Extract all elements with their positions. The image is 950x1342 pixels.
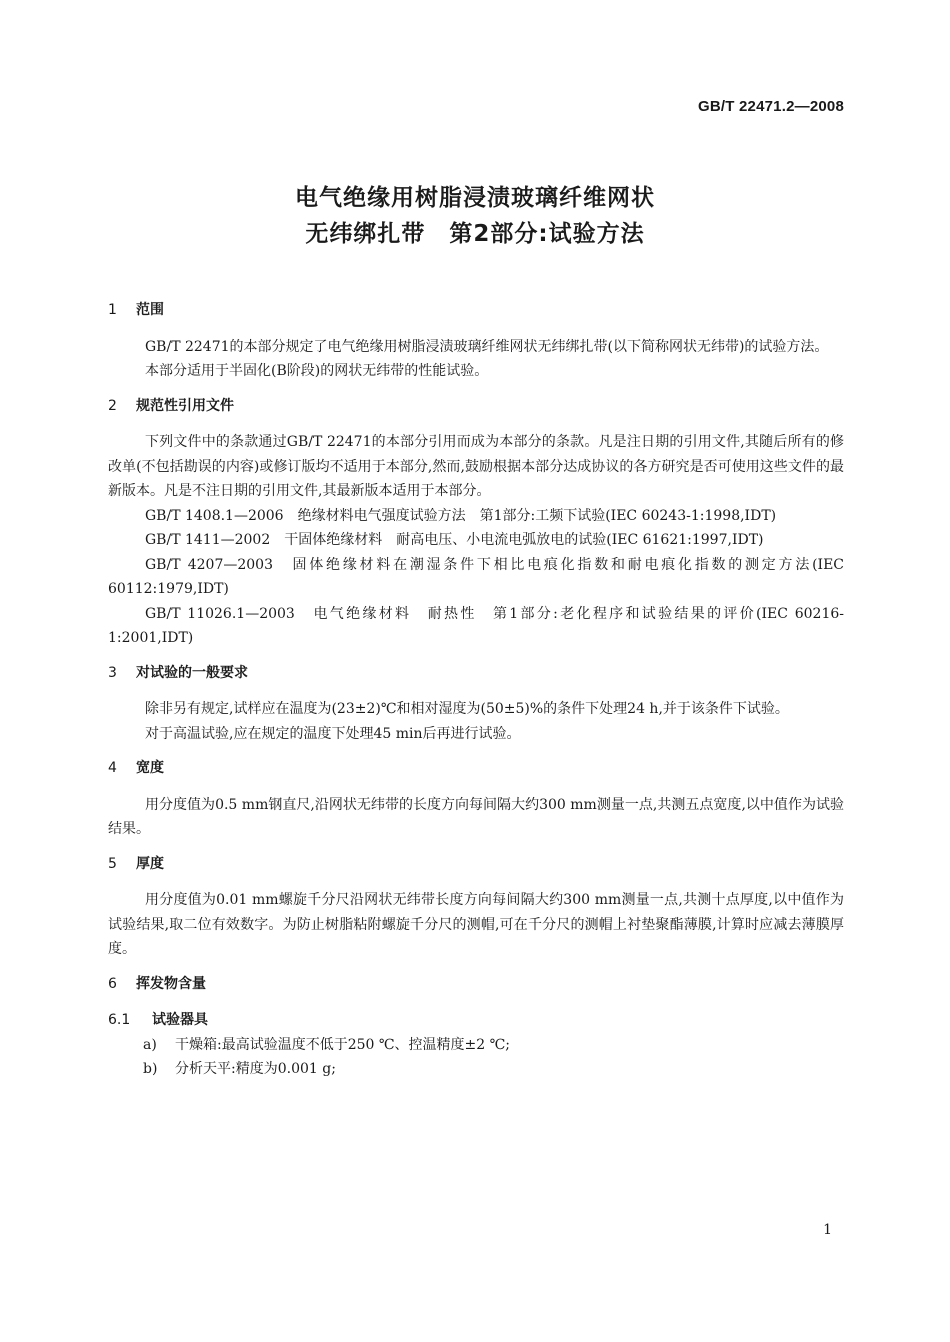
section-title: 规范性引用文件 [136, 397, 234, 414]
section-number: 6 [108, 975, 117, 992]
subsection-title: 试验器具 [152, 1012, 208, 1028]
document-body [108, 298, 844, 1082]
section-title: 挥发物含量 [136, 975, 206, 992]
subsection-number: 6.1 [108, 1012, 131, 1028]
section-number: 4 [108, 760, 117, 776]
document-title [0, 180, 950, 252]
subsection-heading-apparatus [108, 1008, 844, 1033]
section-heading-normative-references [108, 394, 844, 419]
section-number: 2 [108, 397, 117, 414]
paragraph: GB/T 22471的本部分规定了电气绝缘用树脂浸渍玻璃纤维网状无纬绑扎带(以下简称网状无纬带)的试验方法。 [145, 338, 829, 355]
list-item [108, 1057, 844, 1082]
paragraph: 下列文件中的条款通过GB/T 22471的本部分引用而成为本部分的条款。凡是注日期的引用文件,其随后所有的修改单(不包括勘误的内容)或修订版均不适用于本部分,然而,鼓励根据本部分达成协议的各方研究是否可使用这些文件的最新版本。凡是不注日期的引用文件,其最新版本适用于本部分。 [108, 434, 844, 499]
title-line-1: 电气绝缘用树脂浸渍玻璃纤维网状 [295, 185, 655, 211]
title-line-2: 无纬绑扎带 第2部分:试验方法 [305, 221, 645, 247]
paragraph: 本部分适用于半固化(B阶段)的网状无纬带的性能试验。 [145, 363, 489, 379]
section-heading-general-requirements [108, 661, 844, 686]
section-heading-volatile-content [108, 972, 844, 997]
list-item-text: 分析天平:精度为0.001 g; [175, 1061, 336, 1077]
section-title: 宽度 [136, 760, 164, 776]
paragraph: 用分度值为0.01 mm螺旋千分尺沿网状无纬带长度方向每间隔大约300 mm测量一点,共测十点厚度,以中值作为试验结果,取二位有效数字。为防止树脂粘附螺旋千分尺的测帽,可在千分尺的测帽上衬垫聚酯薄膜,计算时应减去薄膜厚度。 [108, 892, 844, 957]
section-heading-thickness [108, 852, 844, 877]
list-marker: b) [143, 1061, 158, 1077]
list-item-text: 干燥箱:最高试验温度不低于250 ℃、控温精度±2 ℃; [175, 1036, 511, 1053]
list-item [108, 1033, 844, 1058]
paragraph: 除非另有规定,试样应在温度为(23±2)℃和相对湿度为(50±5)%的条件下处理24 h,并于该条件下试验。 [145, 701, 789, 717]
page-number: 1 [823, 1222, 832, 1238]
section-title: 厚度 [136, 855, 164, 872]
paragraph: 用分度值为0.5 mm钢直尺,沿网状无纬带的长度方向每间隔大约300 mm测量一点,共测五点宽度,以中值作为试验结果。 [108, 796, 844, 837]
section-title: 范围 [136, 302, 164, 318]
paragraph: 对于高温试验,应在规定的温度下处理45 min后再进行试验。 [145, 725, 521, 742]
reference-item: GB/T 11026.1—2003 电气绝缘材料 耐热性 第1部分:老化程序和试验结果的评价(IEC 60216-1:2001,IDT) [108, 605, 844, 646]
section-number: 3 [108, 664, 117, 681]
reference-item: GB/T 1408.1—2006 绝缘材料电气强度试验方法 第1部分:工频下试验(IEC 60243-1:1998,IDT) [145, 507, 777, 524]
section-number: 5 [108, 855, 117, 872]
standard-code: GB/T 22471.2—2008 [698, 98, 844, 115]
section-title: 对试验的一般要求 [136, 664, 248, 681]
list-marker: a) [143, 1036, 157, 1053]
reference-item: GB/T 1411—2002 干固体绝缘材料 耐高电压、小电流电弧放电的试验(IEC 61621:1997,IDT) [145, 532, 764, 548]
section-heading-scope [108, 298, 844, 323]
section-heading-width [108, 756, 844, 781]
reference-item: GB/T 4207—2003 固体绝缘材料在潮湿条件下相比电痕化指数和耐电痕化指数的测定方法(IEC 60112:1979,IDT) [108, 556, 844, 597]
section-number: 1 [108, 302, 117, 318]
